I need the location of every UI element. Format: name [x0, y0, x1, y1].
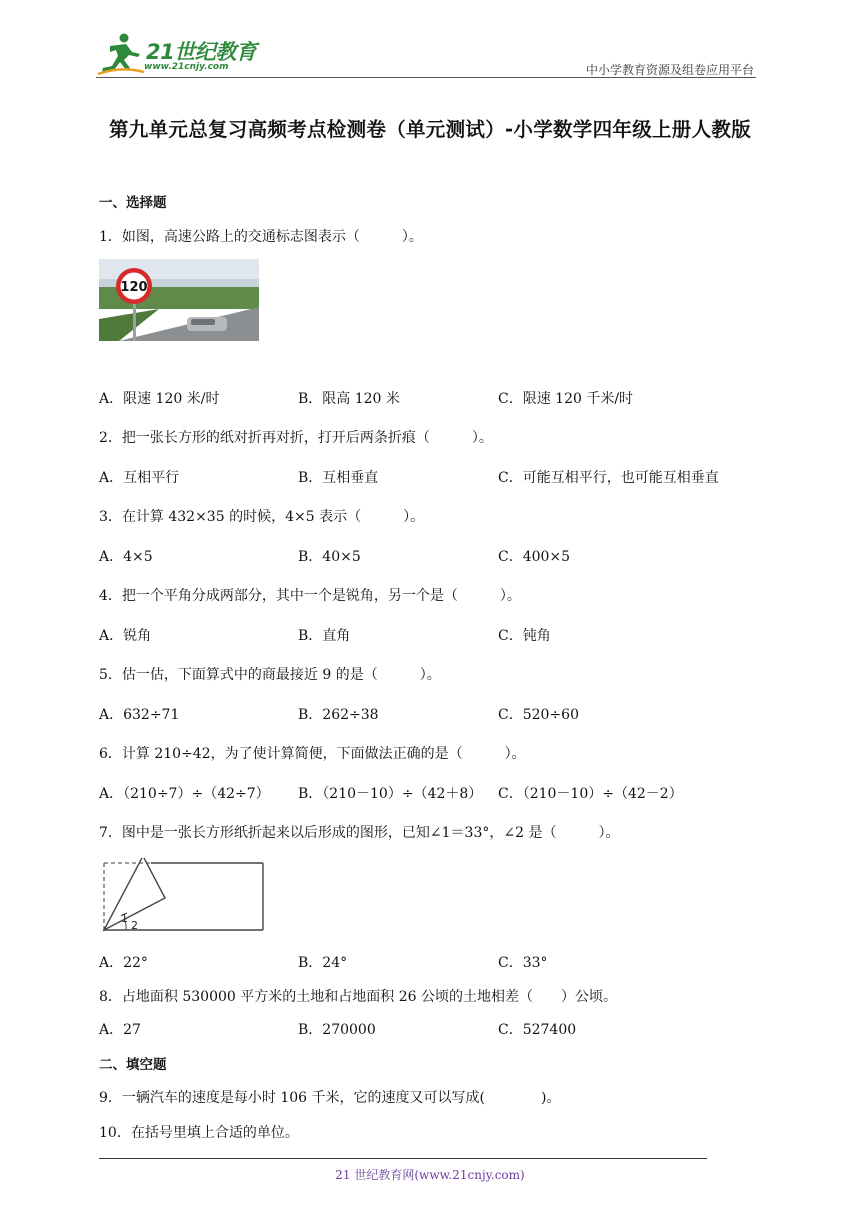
question-4-stem: 4．把一个平角分成两部分，其中一个是锐角，另一个是（ ）。 — [99, 588, 521, 604]
question-3-option-b: B．40×5 — [298, 549, 361, 565]
question-1-option-a: A．限速 120 米/时 — [99, 391, 220, 407]
question-3-option-c: C．400×5 — [498, 549, 571, 565]
question-1-option-c: C．限速 120 千米/时 — [498, 391, 634, 407]
angle-1-label: 1 — [121, 912, 128, 925]
platform-label: 中小学教育资源及组卷应用平台 — [585, 63, 754, 77]
question-6-option-c: C．（210－10）÷（42－2） — [498, 786, 683, 802]
question-10-stem: 10．在括号里填上合适的单位。 — [99, 1125, 299, 1141]
question-3-option-a: A．4×5 — [99, 549, 153, 565]
question-2-option-a: A．互相平行 — [99, 470, 180, 486]
question-4-option-a: A．锐角 — [99, 628, 152, 644]
question-8-option-c: C．527400 — [498, 1022, 577, 1038]
question-7-option-b: B．24° — [298, 955, 348, 971]
question-4-option-c: C．钝角 — [498, 628, 551, 644]
question-6-option-a: A．（210÷7）÷（42÷7） — [99, 786, 270, 802]
question-7-option-a: A．22° — [99, 955, 148, 971]
sign-speed-text: 120 — [120, 280, 148, 295]
question-7-stem: 7．图中是一张长方形纸折起来以后形成的图形，已知∠1＝33°，∠2 是（ ）。 — [99, 825, 620, 841]
question-8-option-a: A．27 — [99, 1022, 141, 1038]
question-8-option-b: B．270000 — [298, 1022, 376, 1038]
highway-sign-image — [99, 259, 259, 341]
logo — [96, 32, 266, 76]
section-heading-fill: 二、填空题 — [99, 1057, 167, 1073]
question-4-option-b: B．直角 — [298, 628, 351, 644]
question-8-stem: 8．占地面积 530000 平方米的土地和占地面积 26 公顷的土地相差（ ）公顷。 — [99, 989, 617, 1005]
question-3-stem: 3．在计算 432×35 的时候，4×5 表示（ ）。 — [99, 509, 425, 525]
question-5-stem: 5．估一估，下面算式中的商最接近 9 的是（ ）。 — [99, 667, 441, 683]
question-6-stem: 6．计算 210÷42，为了使计算简便，下面做法正确的是（ ）。 — [99, 746, 526, 762]
section-heading-choice: 一、选择题 — [99, 195, 167, 211]
footer-divider — [99, 1158, 707, 1159]
folded-paper-diagram — [99, 858, 267, 934]
logo-url-text: www.21cnjy.com — [144, 62, 229, 72]
question-6-option-b: B．（210－10）÷（42＋8） — [298, 786, 483, 802]
runner-logo-icon — [96, 32, 146, 76]
question-9-stem: 9．一辆汽车的速度是每小时 106 千米，它的速度又可以写成( )。 — [99, 1090, 561, 1106]
page-title: 第九单元总复习高频考点检测卷（单元测试）-小学数学四年级上册人教版 — [109, 118, 751, 141]
question-1-option-b: B．限高 120 米 — [298, 391, 400, 407]
question-5-option-a: A．632÷71 — [99, 707, 180, 723]
question-2-option-c: C．可能互相平行，也可能互相垂直 — [498, 470, 719, 486]
question-2-option-b: B．互相垂直 — [298, 470, 379, 486]
angle-2-label: 2 — [131, 919, 138, 932]
question-1-stem: 1．如图，高速公路上的交通标志图表示（ ）。 — [99, 229, 423, 245]
question-2-stem: 2．把一张长方形的纸对折再对折，打开后两条折痕（ ）。 — [99, 430, 493, 446]
header-divider — [96, 77, 756, 78]
question-5-option-b: B．262÷38 — [298, 707, 379, 723]
logo-brand-text: 21世纪教育 — [146, 40, 257, 64]
page-header — [0, 0, 860, 85]
question-5-option-c: C．520÷60 — [498, 707, 579, 723]
footer-text: 21 世纪教育网(www.21cnjy.com) — [335, 1168, 525, 1182]
question-7-option-c: C．33° — [498, 955, 548, 971]
